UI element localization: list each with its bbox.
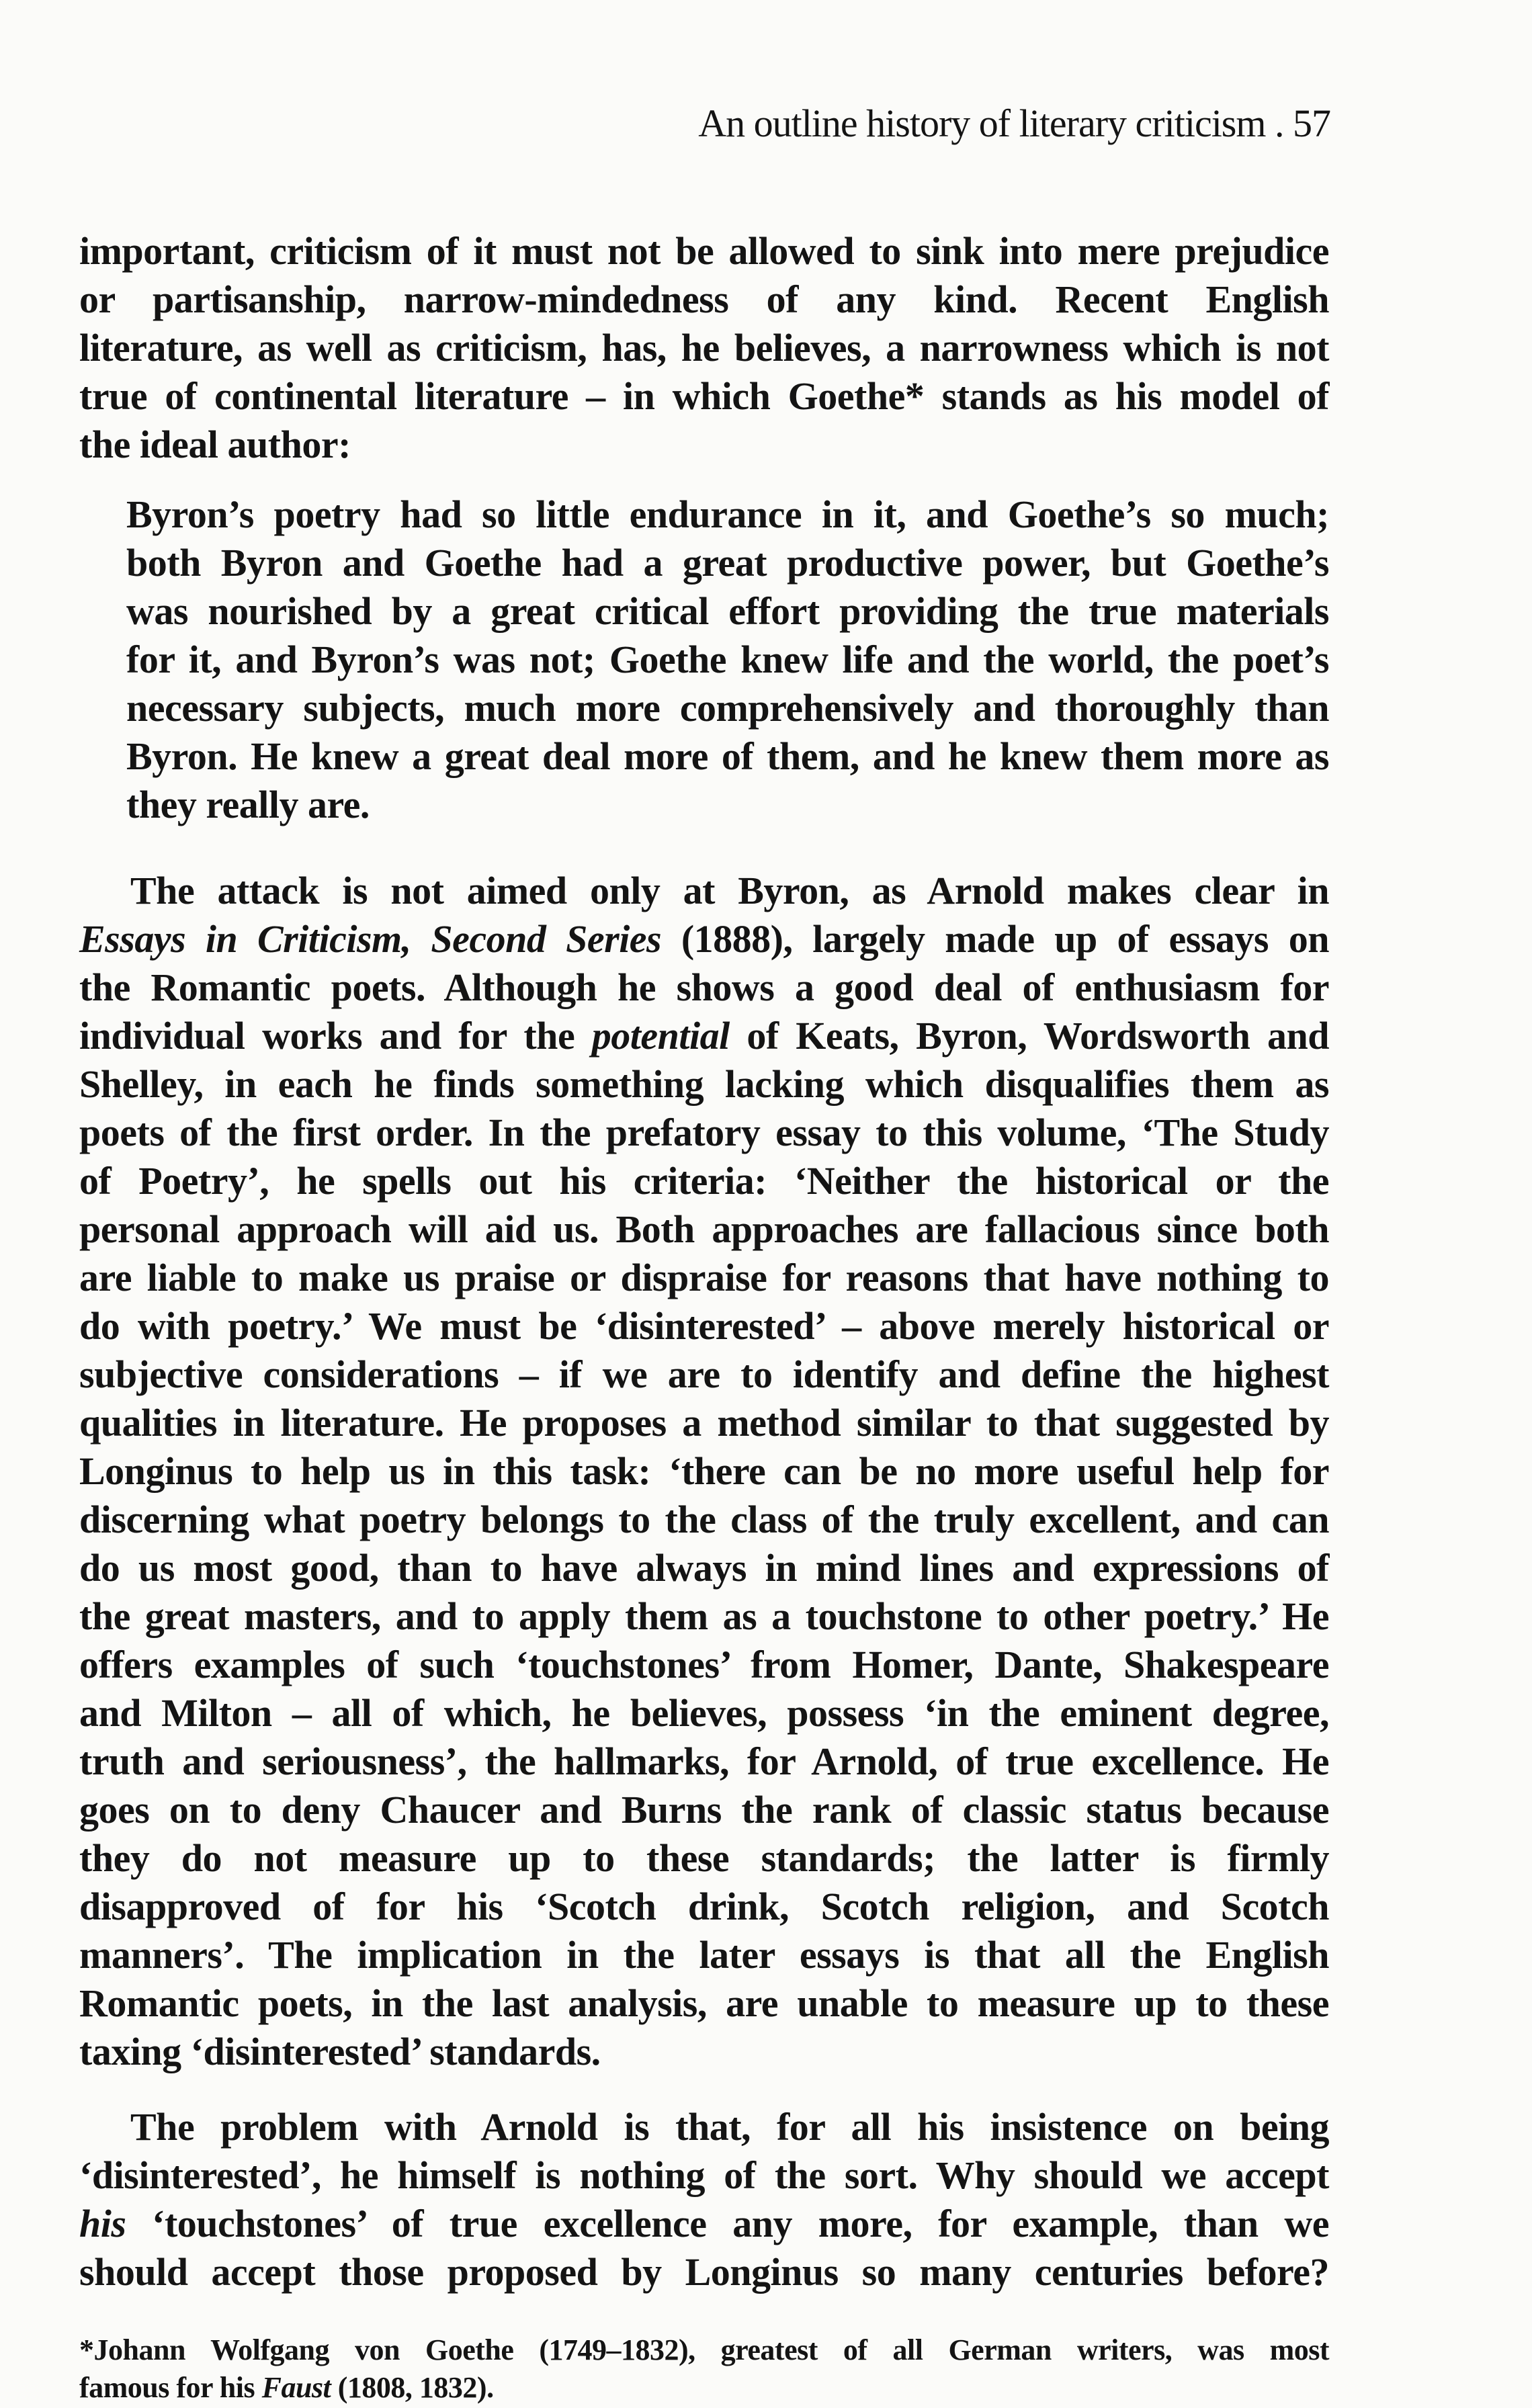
text-line: do with poetry.’ We must be ‘disinterested’ – above merely historical or — [79, 1304, 1329, 1348]
text-run: ‘touchstones’ of true excellence any more, for example, than we — [126, 2202, 1329, 2245]
text-line: The attack is not aimed only at Byron, as Arnold makes clear in — [130, 869, 1329, 912]
text-run: (1808, 1832). — [331, 2371, 494, 2404]
text-line: personal approach will aid us. Both approaches are fallacious since both — [79, 1207, 1329, 1251]
text-line: the great masters, and to apply them as a touchstone to other poetry.’ He — [79, 1594, 1329, 1638]
text-line: qualities in literature. He proposes a method similar to that suggested by — [79, 1401, 1329, 1445]
book-title-essays-in-criticism: Essays in Criticism, Second Series — [79, 917, 662, 961]
quote-line: was nourished by a great critical effort providing the true materials — [126, 589, 1329, 633]
running-head-separator: . — [1275, 101, 1284, 145]
text-line — [79, 1012, 1329, 1060]
text-line: goes on to deny Chaucer and Burns the rank of classic status because — [79, 1788, 1329, 1832]
paragraph-3 — [79, 2103, 1329, 2296]
text-line: of Poetry’, he spells out his criteria: ‘Neither the historical or the — [79, 1159, 1329, 1203]
footnote-line — [79, 2369, 1329, 2407]
text-line: are liable to make us praise or dispraise for reasons that have nothing to — [79, 1256, 1329, 1299]
text-run: of Keats, Byron, Wordsworth and — [729, 1014, 1330, 1058]
text-line: do us most good, than to have always in mind lines and expressions of — [79, 1546, 1329, 1590]
block-quote — [126, 490, 1329, 829]
quote-line: necessary subjects, much more comprehensively and thoroughly than — [126, 686, 1329, 730]
emphasis-his: his — [79, 2202, 126, 2245]
text-line: disapproved of for his ‘Scotch drink, Scotch religion, and Scotch — [79, 1885, 1329, 1928]
text-line: poets of the first order. In the prefatory essay to this volume, ‘The Study — [79, 1111, 1329, 1154]
text-line: and Milton – all of which, he believes, possess ‘in the eminent degree, — [79, 1691, 1329, 1735]
text-line: truth and seriousness’, the hallmarks, for Arnold, of true excellence. He — [79, 1739, 1329, 1783]
quote-line: they really are. — [126, 783, 370, 826]
footnote-line: *Johann Wolfgang von Goethe (1749–1832), greatest of all German writers, was most — [79, 2333, 1329, 2366]
text-line: Longinus to help us in this task: ‘there can be no more useful help for — [79, 1449, 1329, 1493]
emphasis-potential: potential — [591, 1014, 730, 1058]
text-line — [79, 2200, 1329, 2248]
text-line: or partisanship, narrow-mindedness of any kind. Recent English — [79, 277, 1329, 321]
quote-line: Byron’s poetry had so little endurance in it, and Goethe’s so much; — [126, 492, 1329, 536]
text-line: ‘disinterested’, he himself is nothing of the sort. Why should we accept — [79, 2153, 1329, 2197]
text-line: manners’. The implication in the later essays is that all the English — [79, 1933, 1329, 1977]
book-title-faust: Faust — [261, 2371, 331, 2404]
footnote — [79, 2331, 1329, 2407]
text-line — [79, 915, 1329, 963]
text-line: Shelley, in each he finds something lacking which disqualifies them as — [79, 1062, 1329, 1106]
text-line: discerning what poetry belongs to the class of the truly excellent, and can — [79, 1498, 1329, 1541]
text-run: individual works and for the — [79, 1014, 592, 1058]
text-line: true of continental literature – in which Goethe* stands as his model of — [79, 374, 1329, 418]
text-line: The problem with Arnold is that, for all his insistence on being — [130, 2105, 1329, 2149]
text-line: literature, as well as criticism, has, he believes, a narrowness which is not — [79, 326, 1329, 370]
text-line: taxing ‘disinterested’ standards. — [79, 2030, 601, 2073]
text-line: the Romantic poets. Although he shows a good deal of enthusiasm for — [79, 965, 1329, 1009]
quote-line: Byron. He knew a great deal more of them, and he knew them more as — [126, 734, 1329, 778]
text-line: Romantic poets, in the last analysis, are unable to measure up to these — [79, 1981, 1329, 2025]
page-number: 57 — [1293, 101, 1330, 145]
paragraph-1 — [79, 227, 1329, 469]
text-line: important, criticism of it must not be allowed to sink into mere prejudice — [79, 229, 1329, 273]
running-head — [571, 101, 1330, 146]
running-head-title: An outline history of literary criticism — [698, 101, 1266, 145]
text-run: (1888), largely made up of essays on — [661, 917, 1330, 961]
paragraph-2 — [79, 867, 1329, 2076]
text-line: they do not measure up to these standards; the latter is firmly — [79, 1836, 1329, 1880]
quote-line: for it, and Byron’s was not; Goethe knew life and the world, the poet’s — [126, 638, 1329, 681]
text-line: should accept those proposed by Longinus so many centuries before? — [79, 2250, 1329, 2294]
text-line: the ideal author: — [79, 423, 351, 466]
text-line: subjective considerations – if we are to identify and define the highest — [79, 1352, 1329, 1396]
text-run: famous for his — [79, 2371, 262, 2404]
text-line: offers examples of such ‘touchstones’ from Homer, Dante, Shakespeare — [79, 1643, 1329, 1686]
quote-line: both Byron and Goethe had a great productive power, but Goethe’s — [126, 541, 1329, 585]
